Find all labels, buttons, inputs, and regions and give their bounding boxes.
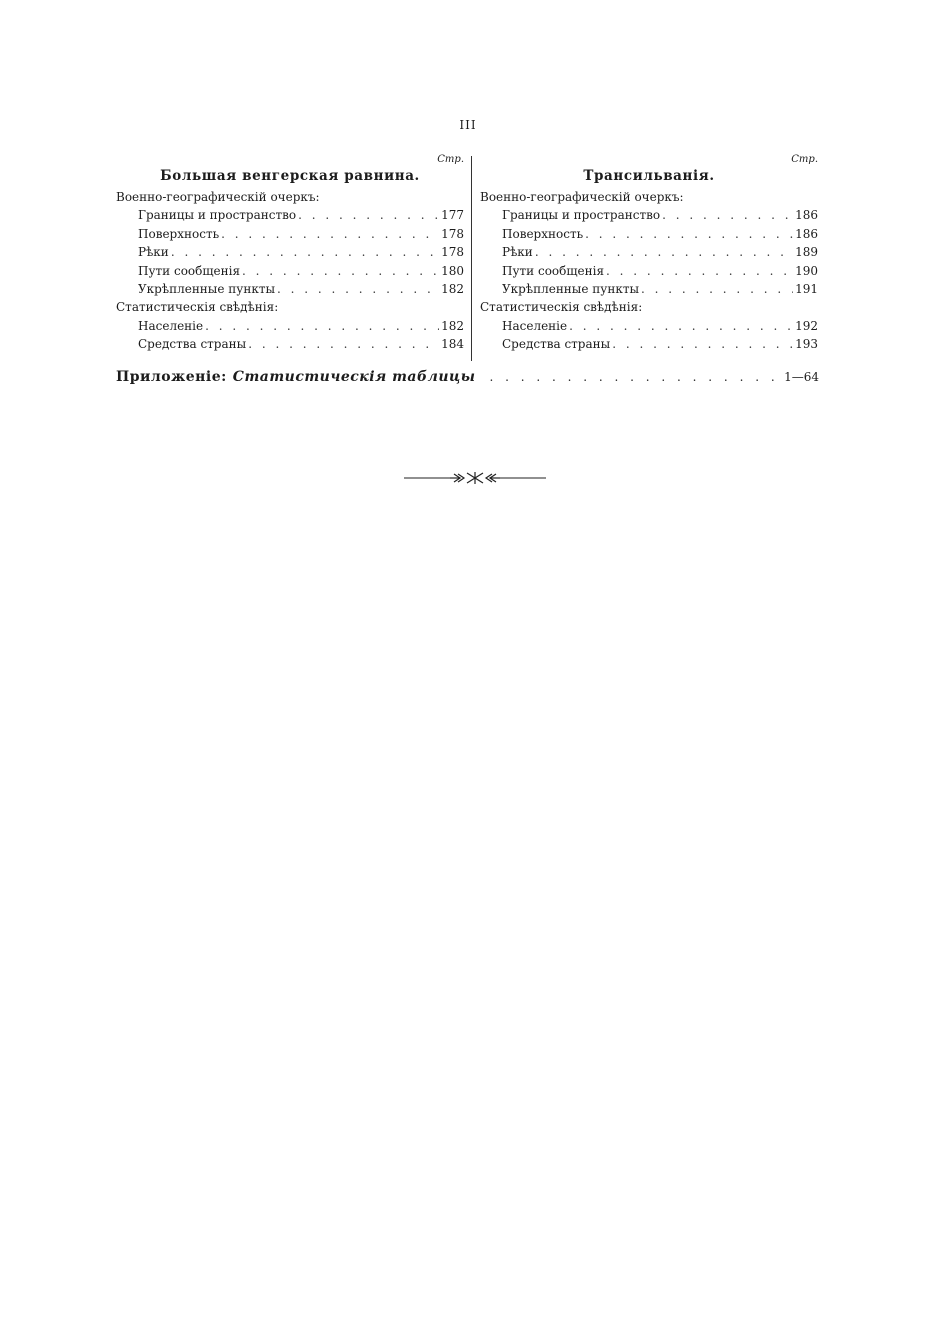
toc-entry[interactable] bbox=[480, 243, 818, 261]
toc-entry-page: 193 bbox=[795, 337, 818, 352]
leader-dots bbox=[641, 280, 793, 298]
leader-dots bbox=[535, 243, 793, 261]
page-column-label: Стр. bbox=[791, 154, 818, 165]
ornament-divider bbox=[404, 470, 546, 486]
toc-entry-label: Укрѣпленные пункты bbox=[138, 281, 276, 296]
toc-entry-label: Пути сообщенія bbox=[502, 263, 605, 278]
toc-entry[interactable] bbox=[480, 280, 818, 298]
appendix-pages: 1—64 bbox=[784, 370, 819, 384]
leader-dots bbox=[569, 317, 793, 335]
toc-entry-page: 178 bbox=[441, 226, 464, 241]
toc-entry-label: Рѣки bbox=[138, 245, 169, 260]
toc-entry-label: Границы и пространство bbox=[502, 208, 661, 223]
leader-dots bbox=[490, 367, 779, 387]
toc-entry[interactable] bbox=[116, 206, 464, 224]
toc-entry[interactable] bbox=[480, 335, 818, 353]
section-heading: Военно-географическій очеркъ: bbox=[480, 190, 684, 204]
leader-dots bbox=[612, 335, 793, 353]
leader-dots bbox=[242, 262, 439, 280]
toc-entry-label: Укрѣпленные пункты bbox=[502, 281, 640, 296]
toc-entry-label: Пути сообщенія bbox=[138, 263, 241, 278]
toc-entry-label: Поверхность bbox=[502, 226, 584, 241]
toc-entry-page: 178 bbox=[441, 245, 464, 260]
toc-entry[interactable] bbox=[116, 280, 464, 298]
toc-entry-page: 191 bbox=[795, 281, 818, 296]
toc-entry-label: Населеніе bbox=[138, 318, 204, 333]
toc-entry-page: 192 bbox=[795, 318, 818, 333]
toc-entry-page: 184 bbox=[441, 337, 464, 352]
appendix-title: Статистическія таблицы bbox=[232, 369, 476, 385]
toc-entry[interactable] bbox=[116, 317, 464, 335]
toc-entry-label: Рѣки bbox=[502, 245, 533, 260]
leader-dots bbox=[298, 206, 439, 224]
toc-entry-page: 182 bbox=[441, 318, 464, 333]
toc-entry[interactable] bbox=[116, 243, 464, 261]
section-heading: Статистическія свѣдѣнія: bbox=[116, 300, 279, 315]
toc-entry-page: 177 bbox=[441, 208, 464, 223]
toc-entry[interactable] bbox=[116, 335, 464, 353]
leader-dots bbox=[171, 243, 439, 261]
toc-entry[interactable] bbox=[116, 225, 464, 243]
page-number: III bbox=[459, 118, 477, 132]
appendix-entry[interactable] bbox=[116, 367, 819, 387]
toc-entry-page: 189 bbox=[795, 245, 818, 260]
toc-entry[interactable] bbox=[480, 206, 818, 224]
toc-entry-page: 186 bbox=[795, 226, 818, 241]
toc-column-hungarian-plain bbox=[116, 154, 464, 354]
section-heading: Статистическія свѣдѣнія: bbox=[480, 300, 643, 315]
toc-column-transylvania bbox=[480, 154, 818, 354]
toc-entry-page: 182 bbox=[441, 281, 464, 296]
toc-entry-label: Населеніе bbox=[502, 318, 568, 333]
column-title: Большая венгерская равнина. bbox=[160, 168, 420, 184]
toc-entry[interactable] bbox=[480, 262, 818, 280]
toc-entry[interactable] bbox=[116, 262, 464, 280]
toc-entry-label: Границы и пространство bbox=[138, 208, 297, 223]
column-title: Трансильванія. bbox=[583, 168, 715, 184]
toc-entry-page: 190 bbox=[795, 263, 818, 278]
toc-entry-label: Средства страны bbox=[138, 337, 247, 352]
column-divider bbox=[471, 156, 472, 361]
toc-entry-label: Средства страны bbox=[502, 337, 611, 352]
toc-entry-page: 180 bbox=[441, 263, 464, 278]
appendix-lead: Приложеніе: bbox=[116, 369, 227, 385]
toc-entry-label: Поверхность bbox=[138, 226, 220, 241]
toc-entry[interactable] bbox=[480, 225, 818, 243]
toc-entry[interactable] bbox=[480, 317, 818, 335]
leader-dots bbox=[606, 262, 793, 280]
leader-dots bbox=[662, 206, 793, 224]
leader-dots bbox=[221, 225, 439, 243]
leader-dots bbox=[205, 317, 439, 335]
section-heading: Военно-географическій очеркъ: bbox=[116, 190, 320, 204]
leader-dots bbox=[248, 335, 439, 353]
leader-dots bbox=[585, 225, 793, 243]
page-column-label: Стр. bbox=[437, 154, 464, 165]
toc-entry-page: 186 bbox=[795, 208, 818, 223]
leader-dots bbox=[277, 280, 439, 298]
